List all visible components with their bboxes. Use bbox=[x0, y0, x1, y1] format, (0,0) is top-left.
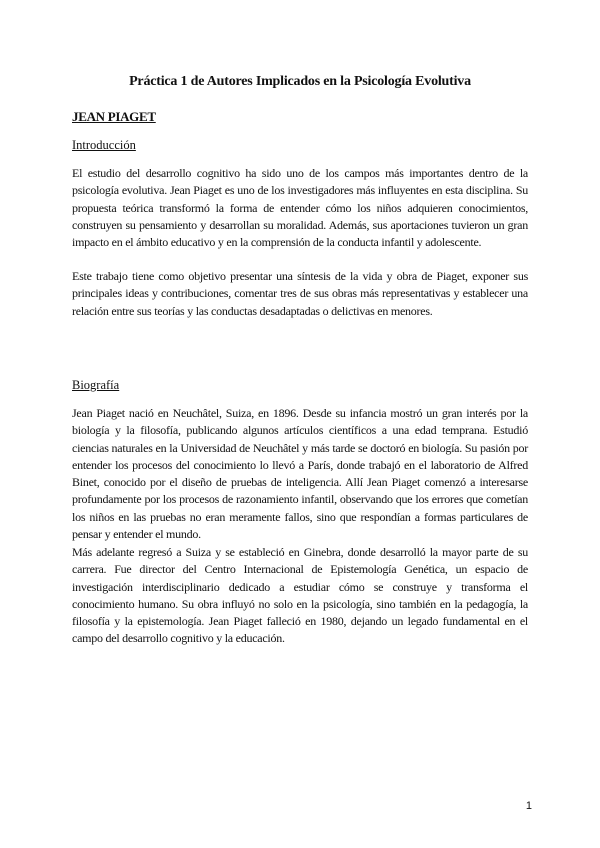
section-heading-biografia: Biografía bbox=[72, 378, 120, 392]
biografia-paragraph-2: Más adelante regresó a Suiza y se estableció en Ginebra, donde desarrolló la mayor parte de su carrera. Fue director del Centro Internacional de Epistemología Genética, un espacio de investigación interdisciplinario dedicado a estudiar cómo se construye y transforma el conocimiento humano. Su obra influyó no solo en la psicología, sino también en la pedagogía, la filosofía y la epistemología. Jean Piaget falleció en 1980, dejando un legado fundamental en el campo del desarrollo cognitivo y la educación. bbox=[72, 545, 528, 646]
intro-paragraph-2: Este trabajo tiene como objetivo presentar una síntesis de la vida y obra de Piaget, exponer sus principales ideas y contribuciones, comentar tres de sus obras más representativas y establecer una relación entre sus teorías y las conductas desadaptadas o delictivas en menores. bbox=[72, 269, 528, 318]
page-number: 1 bbox=[525, 800, 532, 812]
section-heading-introduccion: Introducción bbox=[72, 138, 136, 152]
author-heading: JEAN PIAGET bbox=[72, 109, 156, 124]
document-title: Práctica 1 de Autores Implicados en la Psicología Evolutiva bbox=[129, 74, 471, 89]
biografia-paragraph-1: Jean Piaget nació en Neuchâtel, Suiza, en 1896. Desde su infancia mostró un gran interés por la biología y la filosofía, publicando algunos artículos científicos a una edad temprana. Estudió ciencias naturales en la Universidad de Neuchâtel y más tarde se doctoró en biología. Su pasión por entender los procesos del conocimiento lo llevó a París, donde trabajó en el laboratorio de Alfred Binet, conocido por el diseño de pruebas de inteligencia. Allí Jean Piaget comenzó a interesarse profundamente por los procesos de razonamiento infantil, observando que los errores que cometían los niños en las pruebas no eran meramente fallos, sino que respondían a formas particulares de pensar y entender el mundo. bbox=[72, 406, 528, 542]
intro-paragraph-1: El estudio del desarrollo cognitivo ha sido uno de los campos más importantes dentro de la psicología evolutiva. Jean Piaget es uno de los investigadores más influyentes en esta disciplina. Su propuesta teórica transformó la forma de entender cómo los niños adquieren conocimientos, construyen su pensamiento y desarrollan su moralidad. Además, sus aportaciones tuvieron un gran impacto en el ámbito educativo y en la comprensión de la conducta infantil y adolescente. bbox=[72, 166, 528, 250]
